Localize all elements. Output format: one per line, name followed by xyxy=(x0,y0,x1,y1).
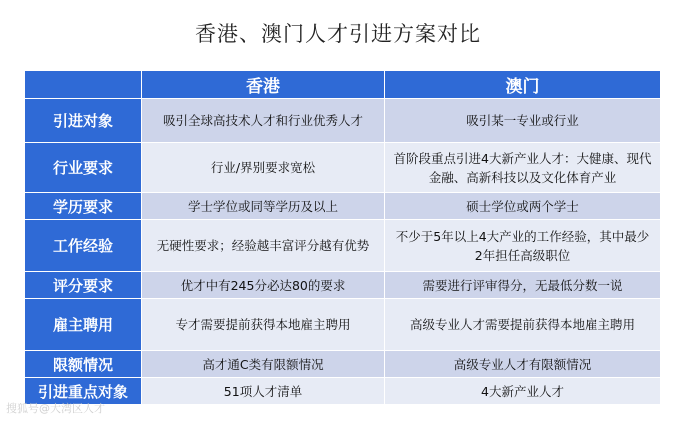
row-label: 引进重点对象 xyxy=(25,378,142,405)
table-header-row xyxy=(25,71,661,99)
macau-cell: 4大新产业人才 xyxy=(385,378,661,405)
row-label: 雇主聘用 xyxy=(25,299,142,351)
hongkong-cell: 优才中有245分必达80的要求 xyxy=(142,272,385,299)
hongkong-cell: 高才通C类有限额情况 xyxy=(142,351,385,378)
table-row xyxy=(25,99,661,143)
table-row xyxy=(25,220,661,272)
macau-cell: 高级专业人才需要提前获得本地雇主聘用 xyxy=(385,299,661,351)
macau-cell: 高级专业人才有限额情况 xyxy=(385,351,661,378)
table-row xyxy=(25,351,661,378)
macau-cell: 硕士学位或两个学士 xyxy=(385,193,661,220)
column-header-macau: 澳门 xyxy=(385,71,661,99)
watermark: 搜狐号@大湾区人才 xyxy=(6,402,105,415)
table-row xyxy=(25,143,661,193)
macau-cell: 首阶段重点引进4大新产业人才：大健康、现代金融、高新科技以及文化体育产业 xyxy=(385,143,661,193)
table-row xyxy=(25,299,661,351)
macau-cell: 不少于5年以上4大产业的工作经验，其中最少2年担任高级职位 xyxy=(385,220,661,272)
comparison-table xyxy=(24,70,661,405)
table-row xyxy=(25,272,661,299)
row-label: 评分要求 xyxy=(25,272,142,299)
table-row xyxy=(25,378,661,405)
row-label: 限额情况 xyxy=(25,351,142,378)
hongkong-cell: 51项人才清单 xyxy=(142,378,385,405)
row-label: 学历要求 xyxy=(25,193,142,220)
hongkong-cell: 学士学位或同等学历及以上 xyxy=(142,193,385,220)
macau-cell: 吸引某一专业或行业 xyxy=(385,99,661,143)
hongkong-cell: 专才需要提前获得本地雇主聘用 xyxy=(142,299,385,351)
header-corner xyxy=(25,71,142,99)
macau-cell: 需要进行评审得分，无最低分数一说 xyxy=(385,272,661,299)
hongkong-cell: 行业/界别要求宽松 xyxy=(142,143,385,193)
column-header-hongkong: 香港 xyxy=(142,71,385,99)
hongkong-cell: 无硬性要求；经验越丰富评分越有优势 xyxy=(142,220,385,272)
table-row xyxy=(25,193,661,220)
hongkong-cell: 吸引全球高技术人才和行业优秀人才 xyxy=(142,99,385,143)
page-title: 香港、澳门人才引进方案对比 xyxy=(195,22,481,46)
row-label: 工作经验 xyxy=(25,220,142,272)
row-label: 引进对象 xyxy=(25,99,142,143)
row-label: 行业要求 xyxy=(25,143,142,193)
